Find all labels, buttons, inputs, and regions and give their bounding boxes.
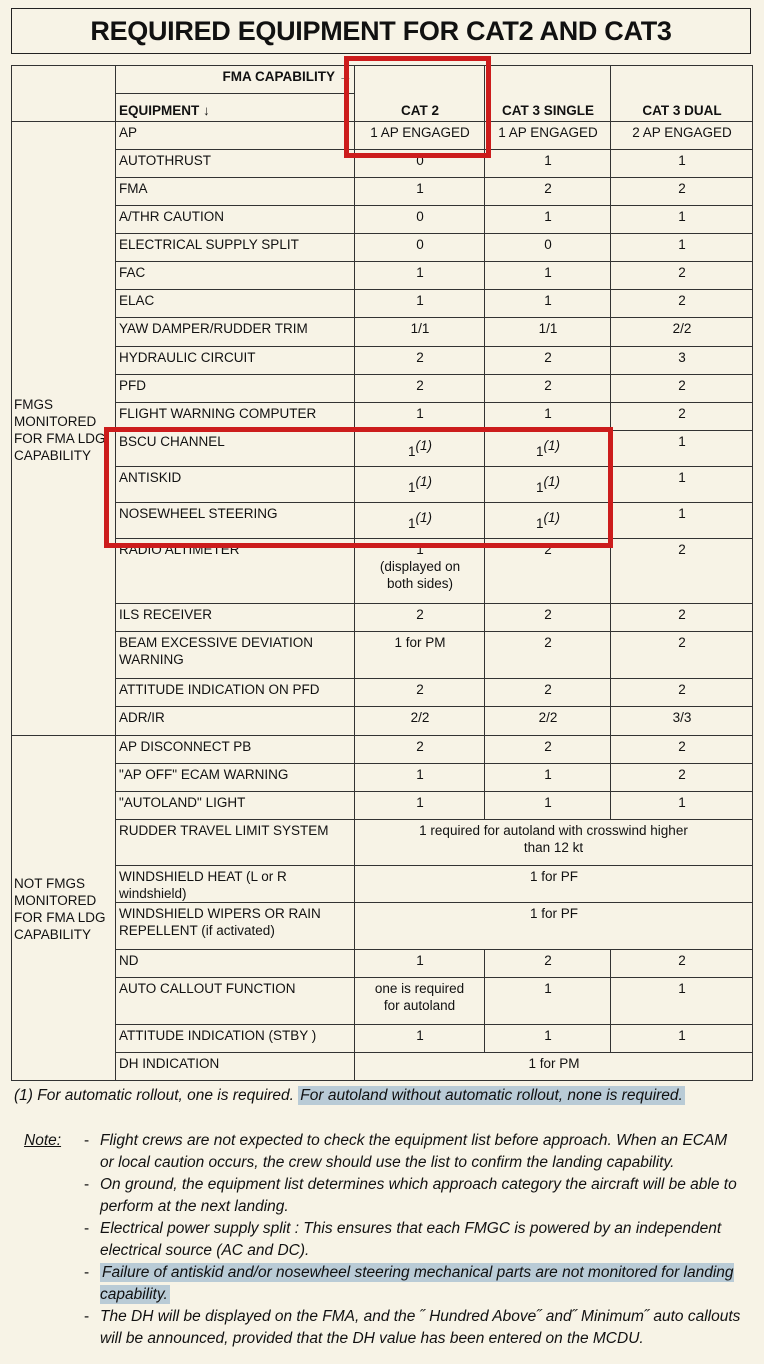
cell-cat2: 0 <box>355 150 485 178</box>
footnote-text: (1) For automatic rollout, one is required. <box>14 1087 294 1104</box>
cell-cat3-single: 2 <box>485 679 611 707</box>
cell-span: 1 required for autoland with crosswind higher than 12 kt <box>355 820 753 866</box>
cell-span: 1 for PF <box>355 903 753 950</box>
table-row <box>12 206 753 234</box>
cell-cat3-single: 1 <box>485 150 611 178</box>
table-row <box>12 903 753 950</box>
table-row <box>12 736 753 764</box>
col-header-cat3-single: CAT 3 SINGLE <box>485 66 611 122</box>
cell-cat3-single: 2 <box>485 736 611 764</box>
cell-cat2: 1 for PM <box>355 632 485 679</box>
cell-span: 1 for PF <box>355 866 753 903</box>
table-row <box>12 604 753 632</box>
cell-cat3-single: 2 <box>485 539 611 604</box>
table-row <box>12 122 753 150</box>
equipment-name: ELECTRICAL SUPPLY SPLIT <box>116 234 355 262</box>
col-header-cat2: CAT 2 <box>355 66 485 122</box>
cell-cat2: 2 <box>355 604 485 632</box>
cell-cat3-dual: 1 <box>611 978 753 1025</box>
cell-cat3-single: 1(1) <box>485 467 611 503</box>
cell-cat3-dual: 2 <box>611 950 753 978</box>
cell-cat2: 1 <box>355 403 485 431</box>
equipment-name: AP <box>116 122 355 150</box>
equipment-name: AP DISCONNECT PB <box>116 736 355 764</box>
table-row <box>12 431 753 467</box>
page-title: REQUIRED EQUIPMENT FOR CAT2 AND CAT3 <box>11 8 751 54</box>
table-row <box>12 707 753 736</box>
notes-section <box>24 1130 744 1350</box>
equipment-name: WINDSHIELD HEAT (L or R windshield) <box>116 866 355 903</box>
cell-cat2: 1 AP ENGAGED <box>355 122 485 150</box>
note-item: - On ground, the equipment list determines which approach category the aircraft will be able to perform at the next landing. <box>84 1176 737 1215</box>
equipment-name: BSCU CHANNEL <box>116 431 355 467</box>
group-label-not-monitored: NOT FMGS MONITORED FOR FMA LDG CAPABILITY <box>12 736 116 1081</box>
cell-cat2: 1 <box>355 764 485 792</box>
cell-cat3-dual: 1 <box>611 503 753 539</box>
cell-cat3-single: 1 AP ENGAGED <box>485 122 611 150</box>
equipment-name: ANTISKID <box>116 467 355 503</box>
group-label-monitored: FMGS MONITORED FOR FMA LDG CAPABILITY <box>12 122 116 736</box>
footnote-highlight: For autoland without automatic rollout, none is required. <box>300 1087 683 1104</box>
note-item: - Failure of antiskid and/or nosewheel steering mechanical parts are not monitored for landing capability. <box>84 1264 734 1303</box>
col-header-cat3-dual: CAT 3 DUAL <box>611 66 753 122</box>
cell-cat3-single: 1 <box>485 978 611 1025</box>
table-row <box>12 792 753 820</box>
cell-cat3-single: 2 <box>485 632 611 679</box>
table-row <box>12 318 753 347</box>
equipment-name: ILS RECEIVER <box>116 604 355 632</box>
equipment-name: PFD <box>116 375 355 403</box>
equipment-name: RADIO ALTIMETER <box>116 539 355 604</box>
table-row <box>12 150 753 178</box>
header-corner <box>12 66 116 122</box>
table-row <box>12 262 753 290</box>
table-row <box>12 467 753 503</box>
cell-cat3-dual: 1 <box>611 234 753 262</box>
cell-cat3-single: 1 <box>485 764 611 792</box>
table-row <box>12 1053 753 1081</box>
table-row <box>12 866 753 903</box>
cell-cat3-single: 1 <box>485 206 611 234</box>
cell-cat2: 0 <box>355 234 485 262</box>
table-row <box>12 234 753 262</box>
table-row <box>12 178 753 206</box>
cell-cat2: 2/2 <box>355 707 485 736</box>
cell-cat3-dual: 3/3 <box>611 707 753 736</box>
cell-cat3-dual: 2 AP ENGAGED <box>611 122 753 150</box>
equipment-name: NOSEWHEEL STEERING <box>116 503 355 539</box>
equipment-name: ELAC <box>116 290 355 318</box>
cell-cat3-dual: 1 <box>611 206 753 234</box>
cell-cat3-dual: 1 <box>611 792 753 820</box>
table-row <box>12 403 753 431</box>
cell-cat3-single: 2 <box>485 950 611 978</box>
cell-cat3-single: 1 <box>485 403 611 431</box>
cell-cat2: 1 <box>355 792 485 820</box>
cell-cat3-dual: 2 <box>611 764 753 792</box>
table-row <box>12 503 753 539</box>
cell-cat3-dual: 1 <box>611 431 753 467</box>
cell-cat3-dual: 1 <box>611 150 753 178</box>
equipment-name: A/THR CAUTION <box>116 206 355 234</box>
equipment-name: WINDSHIELD WIPERS OR RAIN REPELLENT (if activated) <box>116 903 355 950</box>
cell-cat2: 2 <box>355 375 485 403</box>
cell-cat3-dual: 2 <box>611 262 753 290</box>
cell-cat3-single: 2 <box>485 375 611 403</box>
table-row <box>12 679 753 707</box>
equipment-name: ND <box>116 950 355 978</box>
footnote <box>14 1087 685 1105</box>
cell-cat2: 1(1) <box>355 503 485 539</box>
cell-cat3-single: 1/1 <box>485 318 611 347</box>
table-row <box>12 764 753 792</box>
capability-label: FMA CAPABILITY → <box>116 66 355 94</box>
cell-cat3-single: 1(1) <box>485 431 611 467</box>
cell-cat3-dual: 2 <box>611 375 753 403</box>
cell-cat2: 1(1) <box>355 467 485 503</box>
cell-cat3-single: 2 <box>485 178 611 206</box>
cell-cat3-dual: 2 <box>611 290 753 318</box>
equipment-table <box>11 65 753 1081</box>
cell-cat3-single: 1 <box>485 290 611 318</box>
cell-cat3-dual: 2 <box>611 178 753 206</box>
cell-cat2: 1 <box>355 178 485 206</box>
cell-cat3-dual: 2 <box>611 736 753 764</box>
cell-cat3-single: 1 <box>485 262 611 290</box>
equipment-name: BEAM EXCESSIVE DEVIATION WARNING <box>116 632 355 679</box>
equipment-label: EQUIPMENT ↓ <box>116 94 355 122</box>
equipment-name: "AUTOLAND" LIGHT <box>116 792 355 820</box>
equipment-name: "AP OFF" ECAM WARNING <box>116 764 355 792</box>
cell-cat3-dual: 2 <box>611 632 753 679</box>
equipment-name: FAC <box>116 262 355 290</box>
note-label: Note: <box>24 1132 62 1149</box>
cell-cat3-single: 0 <box>485 234 611 262</box>
cell-cat2: 1/1 <box>355 318 485 347</box>
cell-cat2: 1 <box>355 290 485 318</box>
table-row <box>12 1025 753 1053</box>
cell-cat2: one is required for autoland <box>355 978 485 1025</box>
cell-cat3-single: 2 <box>485 347 611 375</box>
table-row <box>12 632 753 679</box>
cell-cat2: 1 (displayed on both sides) <box>355 539 485 604</box>
note-item: - The DH will be displayed on the FMA, and the ˝ Hundred Above˝ and˝ Minimum˝ auto callouts will be announced, provided that the DH value has been entered on the MCDU. <box>84 1308 741 1347</box>
cell-cat3-single: 1 <box>485 1025 611 1053</box>
cell-cat2: 0 <box>355 206 485 234</box>
cell-cat3-single: 2 <box>485 604 611 632</box>
equipment-name: YAW DAMPER/RUDDER TRIM <box>116 318 355 347</box>
cell-cat2: 2 <box>355 679 485 707</box>
cell-cat3-dual: 1 <box>611 467 753 503</box>
table-row <box>12 290 753 318</box>
equipment-name: FLIGHT WARNING COMPUTER <box>116 403 355 431</box>
equipment-name: RUDDER TRAVEL LIMIT SYSTEM <box>116 820 355 866</box>
cell-span: 1 for PM <box>355 1053 753 1081</box>
cell-cat2: 2 <box>355 736 485 764</box>
cell-cat3-single: 1(1) <box>485 503 611 539</box>
equipment-name: ATTITUDE INDICATION (STBY ) <box>116 1025 355 1053</box>
note-item: - Electrical power supply split : This ensures that each FMGC is powered by an independent electrical source (AC and DC). <box>84 1220 722 1259</box>
equipment-name: DH INDICATION <box>116 1053 355 1081</box>
cell-cat3-single: 1 <box>485 792 611 820</box>
table-row <box>12 347 753 375</box>
equipment-name: ADR/IR <box>116 707 355 736</box>
cell-cat3-dual: 2 <box>611 403 753 431</box>
equipment-name: AUTO CALLOUT FUNCTION <box>116 978 355 1025</box>
equipment-name: FMA <box>116 178 355 206</box>
cell-cat2: 1 <box>355 262 485 290</box>
cell-cat3-single: 2/2 <box>485 707 611 736</box>
table-row <box>12 950 753 978</box>
cell-cat3-dual: 3 <box>611 347 753 375</box>
cell-cat3-dual: 2/2 <box>611 318 753 347</box>
cell-cat3-dual: 1 <box>611 1025 753 1053</box>
table-row <box>12 375 753 403</box>
cell-cat2: 1 <box>355 1025 485 1053</box>
cell-cat3-dual: 2 <box>611 539 753 604</box>
equipment-name: AUTOTHRUST <box>116 150 355 178</box>
cell-cat2: 1 <box>355 950 485 978</box>
cell-cat2: 1(1) <box>355 431 485 467</box>
table-row <box>12 539 753 604</box>
table-row <box>12 820 753 866</box>
equipment-name: ATTITUDE INDICATION ON PFD <box>116 679 355 707</box>
cell-cat3-dual: 2 <box>611 604 753 632</box>
equipment-name: HYDRAULIC CIRCUIT <box>116 347 355 375</box>
table-row <box>12 978 753 1025</box>
cell-cat3-dual: 2 <box>611 679 753 707</box>
cell-cat2: 2 <box>355 347 485 375</box>
note-item: - Flight crews are not expected to check the equipment list before approach. When an ECAM or local caution occurs, the crew should use the list to confirm the landing capability. <box>84 1132 728 1171</box>
